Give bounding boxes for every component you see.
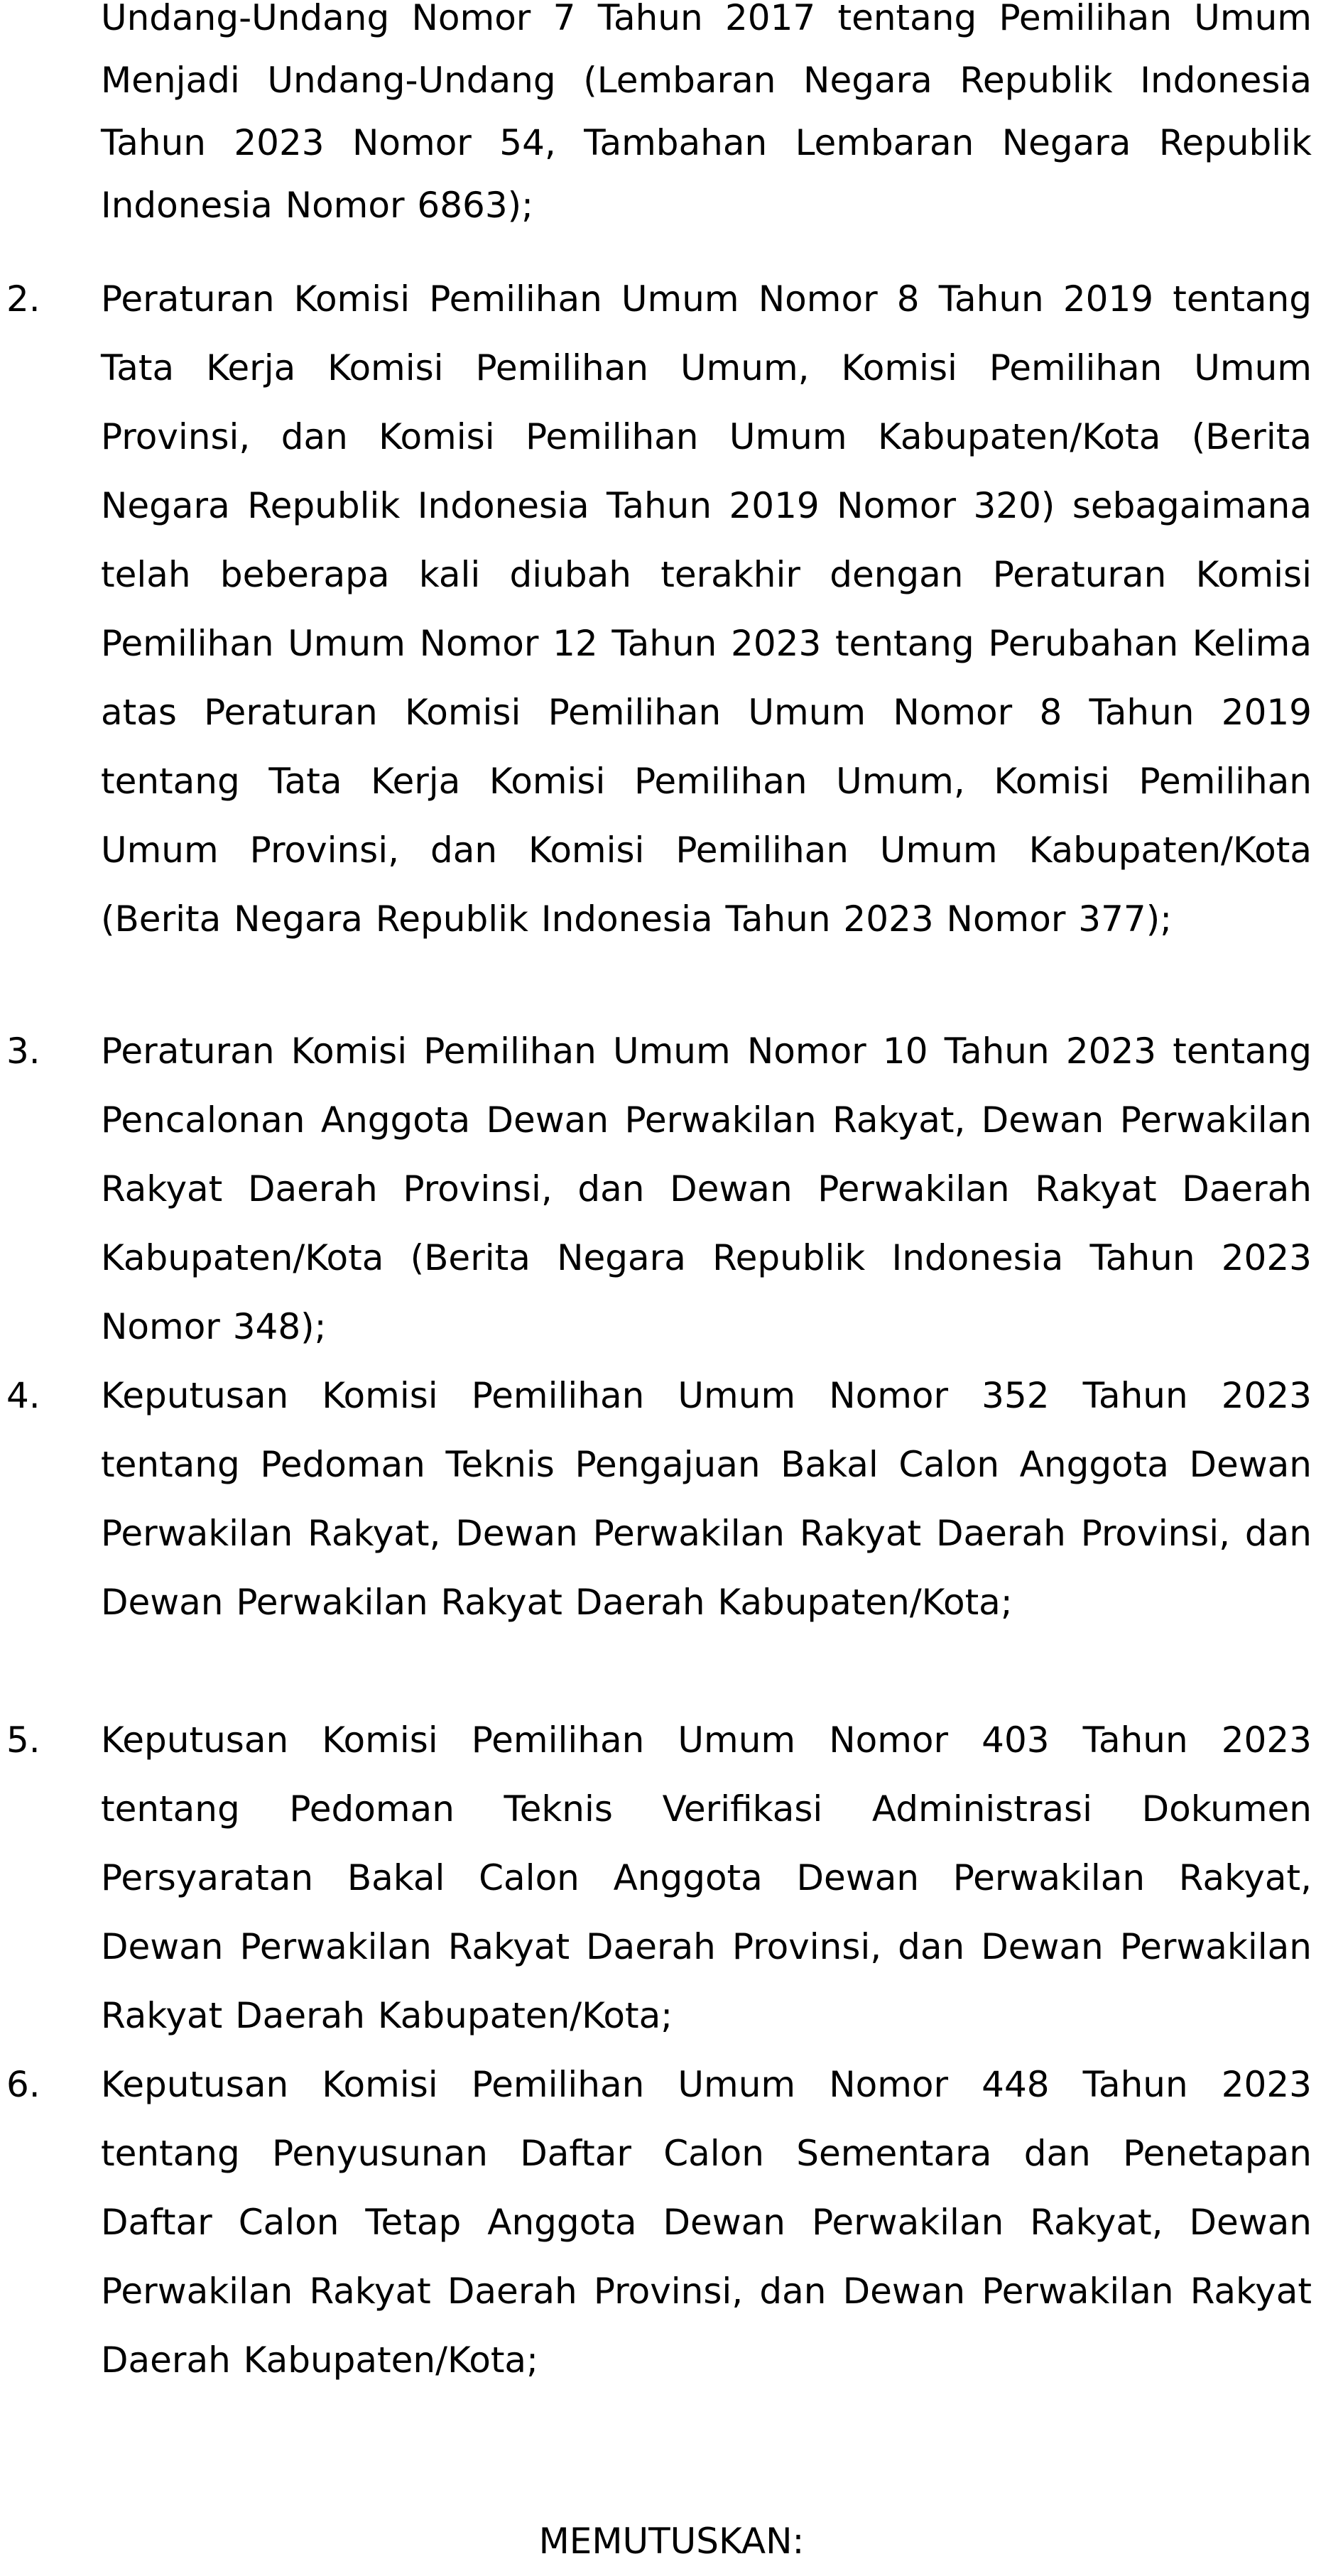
list-item-number: 5. bbox=[6, 1719, 40, 1761]
list-item-text: Peraturan Komisi Pemilihan Umum Nomor 8 Tahun 2019 tentang Tata Kerja Komisi Pemilihan Umum, Komisi Pemilihan Umum Provinsi, dan Komisi Pemilihan Umum Kabupaten/Kota (Berita Negara Republik Indonesia Tahun 2019 Nomor 320) sebagaimana telah beberapa kali diubah terakhir dengan Peraturan Komisi Pemilihan Umum Nomor 12 Tahun 2023 tentang Perubahan Kelima atas Peraturan Komisi Pemilihan Umum Nomor 8 Tahun 2019 tentang Tata Kerja Komisi Pemilihan Umum, Komisi Pemilihan Umum Provinsi, dan Komisi Pemilihan Umum Kabupaten/Kota (Berita Negara Republik Indonesia Tahun 2023 Nomor 377); bbox=[101, 278, 1312, 940]
list-item-text: Undang-Undang Nomor 7 Tahun 2017 tentang Pemilihan Umum Menjadi Undang-Undang (Lembaran Negara Republik Indonesia Tahun 2023 Nomor 54, Tambahan Lembaran Negara Republik Indonesia Nomor 6863); bbox=[101, 0, 1312, 226]
list-item-text: Keputusan Komisi Pemilihan Umum Nomor 448 Tahun 2023 tentang Penyusunan Daftar Calon Sementara dan Penetapan Daftar Calon Tetap Anggota Dewan Perwakilan Rakyat, Dewan Perwakilan Rakyat Daerah Provinsi, dan Dewan Perwakilan Rakyat Daerah Kabupaten/Kota; bbox=[101, 2064, 1312, 2381]
closing-heading: MEMUTUSKAN: bbox=[538, 2521, 805, 2562]
list-item-number: 2. bbox=[6, 278, 40, 320]
list-item-number: 4. bbox=[6, 1375, 40, 1416]
list-item-text: Keputusan Komisi Pemilihan Umum Nomor 352 Tahun 2023 tentang Pedoman Teknis Pengajuan Bakal Calon Anggota Dewan Perwakilan Rakyat, Dewan Perwakilan Rakyat Daerah Provinsi, dan Dewan Perwakilan Rakyat Daerah Kabupaten/Kota; bbox=[101, 1375, 1312, 1623]
list-item-number: 6. bbox=[6, 2064, 40, 2105]
list-item-text: Keputusan Komisi Pemilihan Umum Nomor 403 Tahun 2023 tentang Pedoman Teknis Verifikasi Administrasi Dokumen Persyaratan Bakal Calon Anggota Dewan Perwakilan Rakyat, Dewan Perwakilan Rakyat Daerah Provinsi, dan Dewan Perwakilan Rakyat Daerah Kabupaten/Kota; bbox=[101, 1719, 1312, 2036]
list-item-text: Peraturan Komisi Pemilihan Umum Nomor 10 Tahun 2023 tentang Pencalonan Anggota Dewan Perwakilan Rakyat, Dewan Perwakilan Rakyat Daerah Provinsi, dan Dewan Perwakilan Rakyat Daerah Kabupaten/Kota (Berita Negara Republik Indonesia Tahun 2023 Nomor 348); bbox=[101, 1031, 1312, 1347]
list-item-number: 3. bbox=[6, 1031, 40, 1072]
